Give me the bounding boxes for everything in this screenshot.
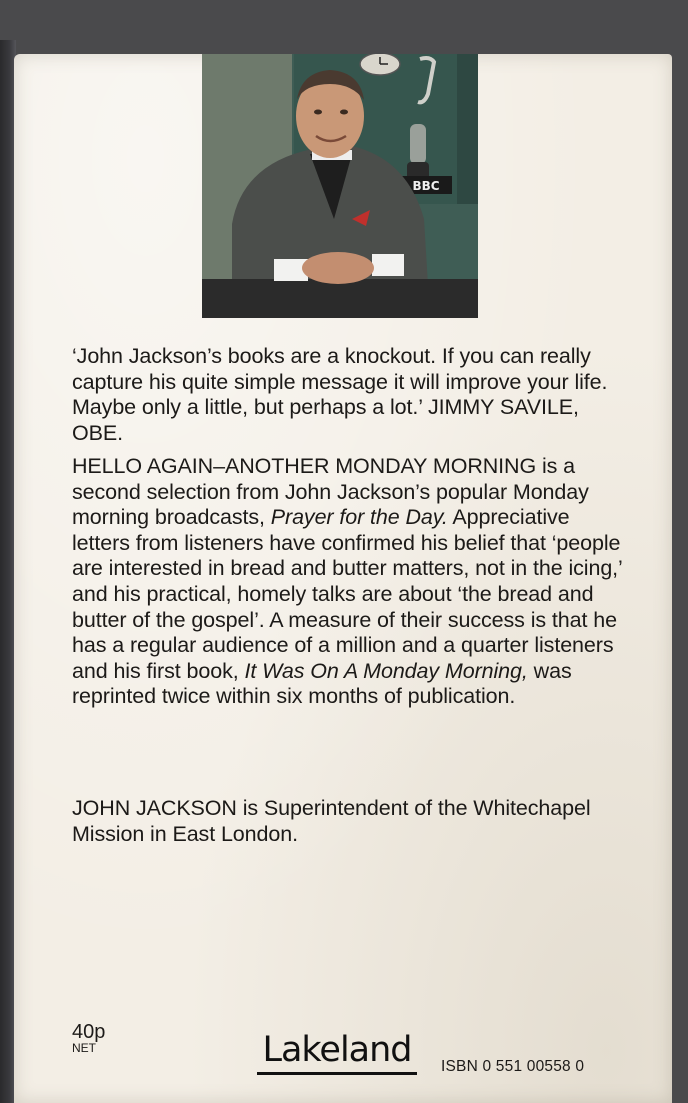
description-part-3: was reprinted twice within six months of publication. [72, 658, 572, 709]
book-description [72, 454, 632, 710]
quote-text: ‘John Jackson’s books are a knockout. If you can really capture his quite simple message it will improve your life. Maybe only a little, but perhaps a lot.’ JIMMY SAVILE, OBE. [72, 344, 608, 445]
price-net: NET [72, 1041, 96, 1055]
description-paragraph [72, 454, 632, 710]
first-book-title: It Was On A Monday Morning, [244, 658, 528, 683]
publisher-logo-underline [257, 1072, 417, 1075]
broadcast-title: Prayer for the Day. [270, 505, 448, 530]
svg-text:BBC: BBC [412, 179, 440, 193]
back-cover [14, 54, 672, 1103]
publisher-logo-text: Lakeland [262, 1030, 412, 1070]
publisher-logo [257, 1030, 417, 1082]
author-bio [72, 796, 632, 847]
price-label [72, 1022, 105, 1054]
isbn-number: ISBN 0 551 00558 0 [441, 1058, 585, 1075]
price-amount: 40p [72, 1021, 106, 1043]
description-part-1: HELLO AGAIN–ANOTHER MONDAY MORNING is a second selection from John Jackson’s popular Monday morning broadcasts, [72, 454, 589, 530]
author-photo [202, 54, 478, 318]
endorsement-quote [72, 344, 632, 446]
description-part-2: Appreciative letters from listeners have confirmed his belief that ‘people are interested in bread and butter matters, not in the icing,’ and his practical, homely talks are about ‘the bread and butter of the gospel’. A measure of their success is that he has a regular audience of a million and a quarter listeners and his first book, [72, 505, 622, 683]
bio-text: JOHN JACKSON is Superintendent of the Whitechapel Mission in East London. [72, 796, 591, 846]
